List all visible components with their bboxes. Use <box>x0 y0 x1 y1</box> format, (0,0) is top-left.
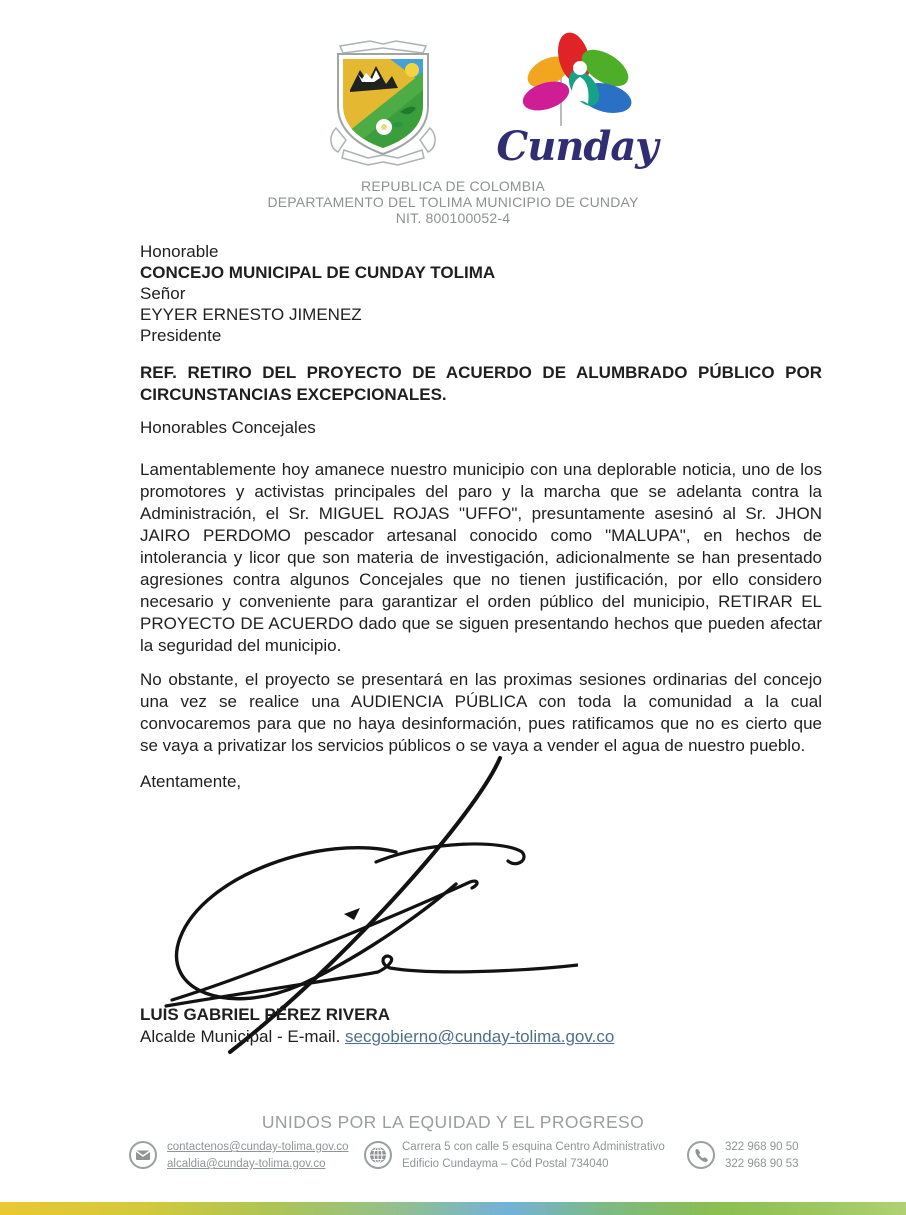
recipient-honorable: Honorable <box>140 242 219 261</box>
footer-phone-group <box>686 1139 799 1176</box>
recipient-senor: Señor <box>140 284 186 303</box>
footer-address-group <box>363 1139 665 1176</box>
cunday-brand-logo <box>492 30 662 170</box>
phone-icon <box>686 1140 716 1176</box>
footer-gradient-bar <box>0 1202 906 1215</box>
recipient-person: EYYER ERNESTO JIMENEZ <box>140 305 362 324</box>
closing: Atentamente, <box>140 772 242 791</box>
nit-line: NIT. 800100052-4 <box>395 210 511 226</box>
footer-phone-2: 322 968 90 53 <box>725 1158 799 1170</box>
signer-name: LUIS GABRIEL PÉREZ RIVERA <box>140 1005 390 1024</box>
cunday-coat-of-arms-icon <box>322 32 444 175</box>
letter-body <box>140 459 822 793</box>
paragraph-2: No obstante, el proyecto se presentará en las proximas sesiones ordinarias del concejo una vez se realice una AUDIENCIA PÚBLICA con toda la comunidad a la cual convocaremos para que no haya desinformación, pues ratificamos que no es cierto que se vaya a privatizar los servicios públicos o se vaya a vender el agua de nuestro pueblo. <box>140 670 822 755</box>
footer-email-link-1[interactable]: contactenos@cunday-tolima.gov.co <box>167 1141 349 1153</box>
salutation: Honorables Concejales <box>140 418 316 437</box>
footer-emails <box>167 1139 349 1173</box>
globe-icon <box>363 1140 393 1176</box>
envelope-icon <box>128 1140 158 1176</box>
signer-title-line <box>140 1026 822 1048</box>
footer-email-group <box>128 1139 349 1176</box>
footer-phones <box>725 1139 799 1173</box>
recipient-role: Presidente <box>140 326 222 345</box>
paragraph-1: Lamentablemente hoy amanece nuestro municipio con una deplorable noticia, uno de los promotores y activistas principales del paro y la marcha que se adelanta contra la Administración, el Sr. MIGUEL ROJAS "UFFO", presuntamente asesinó al Sr. JHON JAIRO PERDOMO pescador artesanal conocido como "MALUPA", en hechos de intolerancia y licor que son materia de investigación, adicionalmente se han presentado agresiones contra algunos Concejales que no tienen justificación, por ello considero necesario y conveniente para garantizar el orden público del municipio, RETIRAR EL PROYECTO DE ACUERDO dado que se siguen presentando hechos que pueden afectar la seguridad del municipio. <box>140 460 822 655</box>
cunday-flower-icon <box>502 30 652 126</box>
footer-address <box>402 1139 665 1173</box>
signer-title: Alcalde Municipal - E-mail. <box>140 1027 346 1046</box>
subject-line: REF. RETIRO DEL PROYECTO DE ACUERDO DE ALUMBRADO PÚBLICO POR CIRCUNSTANCIAS EXCEPCIONALES. <box>140 363 822 404</box>
government-header <box>0 178 906 226</box>
recipient-block <box>140 241 822 346</box>
footer-email-link-2[interactable]: alcaldia@cunday-tolima.gov.co <box>167 1158 326 1170</box>
footer-phone-1: 322 968 90 50 <box>725 1141 799 1153</box>
signer-block <box>140 1004 822 1048</box>
header-logos <box>0 30 906 170</box>
footer-address-line-1: Carrera 5 con calle 5 esquina Centro Administrativo <box>402 1141 665 1153</box>
country-line: REPUBLICA DE COLOMBIA <box>361 178 545 194</box>
footer-address-line-2: Edificio Cundayma – Cód Postal 734040 <box>402 1158 609 1170</box>
recipient-council: CONCEJO MUNICIPAL DE CUNDAY TOLIMA <box>140 263 496 282</box>
signer-email-link[interactable]: secgobierno@cunday-tolima.gov.co <box>345 1027 615 1046</box>
cunday-wordmark: Cunday <box>496 123 658 170</box>
footer-slogan: UNIDOS POR LA EQUIDAD Y EL PROGRESO <box>261 1112 645 1132</box>
department-line: DEPARTAMENTO DEL TOLIMA MUNICIPIO DE CUNDAY <box>267 194 639 210</box>
footer-contact-row <box>0 1139 906 1189</box>
